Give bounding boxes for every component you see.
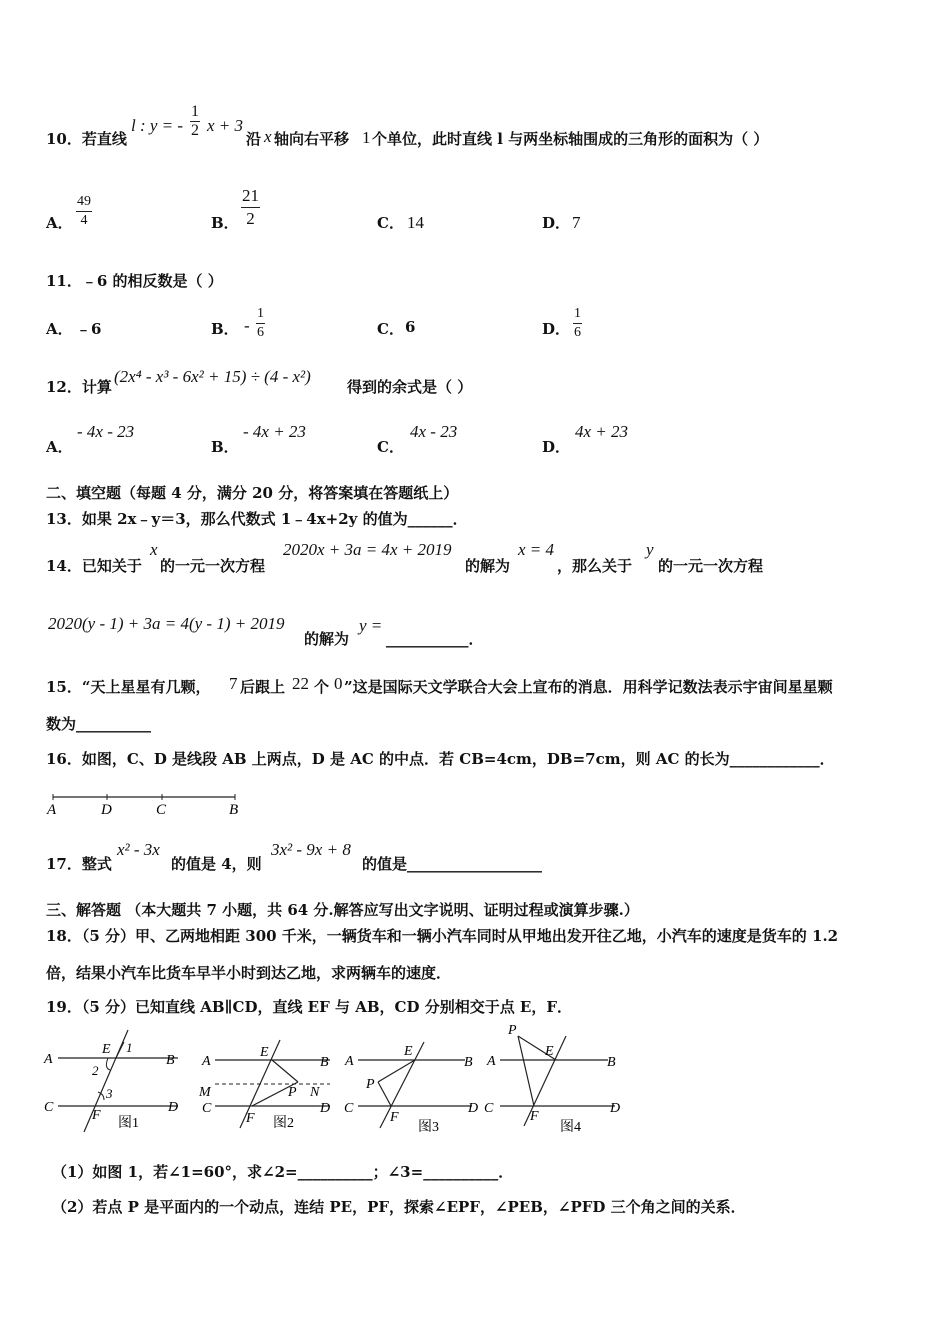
q15-line1-a: 15．“天上星星有几颗， <box>46 678 211 696</box>
q11-option-b-fraction <box>256 305 265 342</box>
section2-heading: 二、填空题（每题 4 分，满分 20 分，将答案填在答题纸上） <box>46 484 459 502</box>
q10-option-b-den: 2 <box>241 207 260 230</box>
q14-blank: ___________． <box>386 630 484 648</box>
fig2-label-p: P <box>288 1085 297 1100</box>
fig4-label-p: P <box>508 1023 517 1038</box>
q17-p2: 的值是 4，则 <box>171 855 262 873</box>
fig4-label-f: F <box>530 1109 539 1124</box>
q10-option-a-num: 49 <box>77 194 91 209</box>
q10-option-a-fraction <box>76 193 92 230</box>
q15-line2: 数为__________ <box>46 715 152 733</box>
fig4-line-pf <box>518 1036 534 1106</box>
q14-eq2: 2020(y - 1) + 3a = 4(y - 1) + 2019 <box>48 614 285 633</box>
q12-option-b-letter: B． <box>211 438 239 456</box>
q16-label-d: D <box>101 802 112 818</box>
fig2-label-b: B <box>320 1055 329 1070</box>
q11-option-b-letter: B． <box>211 320 239 338</box>
q14-p6: 的解为 <box>304 630 350 648</box>
q14-ans: y = <box>359 616 383 635</box>
q19-part1: （1）如图 1，若∠1=60°，求∠2=__________；∠3=__________． <box>52 1163 514 1181</box>
q19-figure-2 <box>198 1040 330 1131</box>
q12-option-c-value: 4x - 23 <box>410 422 458 441</box>
fig1-caption: 图1 <box>118 1116 139 1131</box>
fig2-line-pe <box>272 1060 298 1082</box>
fig1-label-b: B <box>166 1053 175 1068</box>
q16-label-c: C <box>156 802 167 818</box>
fig1-label-f: F <box>92 1108 101 1123</box>
q19-figure-4 <box>484 1023 620 1135</box>
fig3-line-ef <box>380 1042 424 1128</box>
q17-p1: 17．整式 <box>46 855 112 873</box>
fig1-label-d: D <box>168 1100 179 1115</box>
fig4-caption: 图4 <box>560 1120 581 1135</box>
fig4-label-c: C <box>484 1101 494 1116</box>
fig3-label-b: B <box>464 1055 473 1070</box>
q10-option-c-value: 14 <box>407 213 424 232</box>
fig3-label-c: C <box>344 1101 354 1116</box>
q10-text-end: 个单位，此时直线 l 与两坐标轴围成的三角形的面积为（ ） <box>372 130 769 148</box>
fig1-label-c: C <box>44 1100 54 1115</box>
q11-option-d-letter: D． <box>542 320 571 338</box>
q16-text: 16．如图，C、D 是线段 AB 上两点，D 是 AC 的中点．若 CB=4cm，DB=7cm，则 AC 的长为____________． <box>46 750 835 768</box>
q15-line1-c: 个 <box>314 678 330 696</box>
q15-line1-d: ”这是国际天文学联合大会上宣布的消息．用科学记数法表示宇宙间星星颗 <box>344 678 833 696</box>
fig2-label-e: E <box>260 1045 269 1060</box>
fig3-label-f: F <box>390 1110 399 1125</box>
q15-n0: 0 <box>334 674 343 693</box>
q15-line1-b: 后跟上 <box>240 678 286 696</box>
fig3-label-a: A <box>345 1054 354 1069</box>
q10-frac-num: 1 <box>191 103 199 120</box>
q19-figures <box>40 1020 640 1140</box>
q11-option-b-den: 6 <box>257 325 264 340</box>
q11-option-a-letter: A． <box>46 320 73 338</box>
q12-option-d-letter: D． <box>542 438 571 456</box>
q18-line1: 18．（5 分）甲、乙两地相距 300 千米，一辆货车和一辆小汽车同时从甲地出发开往乙地，小汽车的速度是货车的 1.2 <box>46 927 839 945</box>
fig1-label-1: 1 <box>126 1040 133 1055</box>
q10-frac-den: 2 <box>191 122 199 139</box>
q12-option-b-value: - 4x + 23 <box>243 422 306 441</box>
q10-formula-rhs: x + 3 <box>207 116 244 135</box>
fig2-label-n: N <box>310 1085 320 1100</box>
q10-var-1: 1 <box>362 128 371 147</box>
fig3-line-pf <box>378 1082 391 1106</box>
q10-text-mid2: 轴向右平移 <box>274 130 350 148</box>
q10-var-x: x <box>264 127 272 146</box>
q14-eq1: 2020x + 3a = 4x + 2019 <box>283 540 452 559</box>
fig1-label-2: 2 <box>92 1063 99 1078</box>
q18-line2: 倍，结果小汽车比货车早半小时到达乙地，求两辆车的速度． <box>46 964 452 982</box>
q15-n7: 7 <box>229 674 238 693</box>
fig3-label-e: E <box>404 1044 413 1059</box>
fig2-caption: 图2 <box>273 1116 294 1131</box>
fig2-label-a: A <box>202 1054 211 1069</box>
q14-var-x: x <box>150 540 158 559</box>
fig1-angle1-arc <box>116 1042 124 1058</box>
q12-expression: (2x⁴ - x³ - 6x² + 15) ÷ (4 - x²) <box>114 367 311 386</box>
q10-option-d-value: 7 <box>572 213 581 232</box>
q10-option-b-letter: B． <box>211 214 239 232</box>
q12-number: 12．计算 <box>46 378 112 396</box>
fig1-label-3: 3 <box>106 1086 113 1101</box>
fig2-label-f: F <box>246 1111 255 1126</box>
q10-text-mid: 沿 <box>246 130 262 148</box>
fig2-label-d: D <box>320 1101 331 1116</box>
q14-p2: 的一元一次方程 <box>160 557 266 575</box>
fig4-label-b: B <box>607 1055 616 1070</box>
q19-figure-1 <box>43 1030 178 1132</box>
q17-e1: x² - 3x <box>117 840 160 859</box>
fig3-label-d: D <box>468 1101 479 1116</box>
q10-option-c-letter: C． <box>377 214 404 232</box>
fig3-caption: 图3 <box>418 1120 439 1135</box>
fig3-label-p: P <box>366 1077 375 1092</box>
q14-var-y: y <box>646 540 654 559</box>
section3-heading: 三、解答题 （本大题共 7 小题，共 64 分.解答应写出文字说明、证明过程或演算步骤.） <box>46 901 639 919</box>
q10-option-a-letter: A． <box>46 214 73 232</box>
q12-option-a-value: - 4x - 23 <box>77 422 135 441</box>
q16-label-a: A <box>47 802 57 818</box>
fig1-label-a: A <box>44 1052 53 1067</box>
q14-p1: 14．已知关于 <box>46 557 142 575</box>
q17-p3: 的值是__________________ <box>362 855 543 873</box>
q19-part2: （2）若点 P 是平面内的一个动点，连结 PE，PF，探索∠EPF，∠PEB，∠PFD 三个角之间的关系． <box>52 1198 746 1216</box>
fig4-label-a: A <box>487 1054 496 1069</box>
q10-option-a-den: 4 <box>76 211 92 230</box>
q12-option-d-value: 4x + 23 <box>575 422 629 441</box>
q11-option-d-den: 6 <box>574 325 581 340</box>
q11-stem: 11．﹣6 的相反数是（ ） <box>46 272 223 290</box>
fig4-label-e: E <box>545 1044 554 1059</box>
q10-option-d-letter: D． <box>542 214 571 232</box>
q10-fraction <box>190 103 200 140</box>
q12-option-c-letter: C． <box>377 438 404 456</box>
q11-option-b-sign: - <box>244 316 250 335</box>
fig2-label-c: C <box>202 1101 212 1116</box>
q15-n22: 22 <box>292 674 309 693</box>
q16-line-segment-figure <box>40 788 250 818</box>
q10-number: 10．若直线 <box>46 130 127 148</box>
q13-text: 13．如果 2x﹣y＝3，那么代数式 1﹣4x+2y 的值为______． <box>46 510 468 528</box>
q11-option-c-value: 6 <box>405 318 416 336</box>
q14-p3: 的解为 <box>465 557 511 575</box>
q11-option-d-num: 1 <box>574 306 581 321</box>
q14-sol: x = 4 <box>518 540 555 559</box>
q19-stem: 19．（5 分）已知直线 AB∥CD，直线 EF 与 AB，CD 分别相交于点 E，F． <box>46 998 572 1016</box>
q12-text-end: 得到的余式是（ ） <box>347 378 473 396</box>
q14-p5: 的一元一次方程 <box>658 557 764 575</box>
q11-option-c-letter: C． <box>377 320 404 338</box>
fig2-label-m: M <box>199 1085 211 1100</box>
fig4-label-d: D <box>610 1101 621 1116</box>
fig1-angle2-arc <box>106 1058 110 1070</box>
q12-option-a-letter: A． <box>46 438 73 456</box>
q10-formula-lhs: l : y = - <box>131 116 184 135</box>
fig1-label-e: E <box>102 1042 111 1057</box>
q11-option-d-fraction <box>573 305 582 342</box>
q11-option-b-num: 1 <box>257 306 264 321</box>
q11-option-a-value: ﹣6 <box>76 320 102 338</box>
q16-label-b: B <box>229 802 239 818</box>
q17-e2: 3x² - 9x + 8 <box>271 840 351 859</box>
q10-option-b-num: 21 <box>242 186 259 205</box>
q10-option-b-fraction <box>241 185 260 230</box>
q14-p4: ，那么关于 <box>557 557 633 575</box>
q19-figure-3 <box>344 1042 478 1135</box>
